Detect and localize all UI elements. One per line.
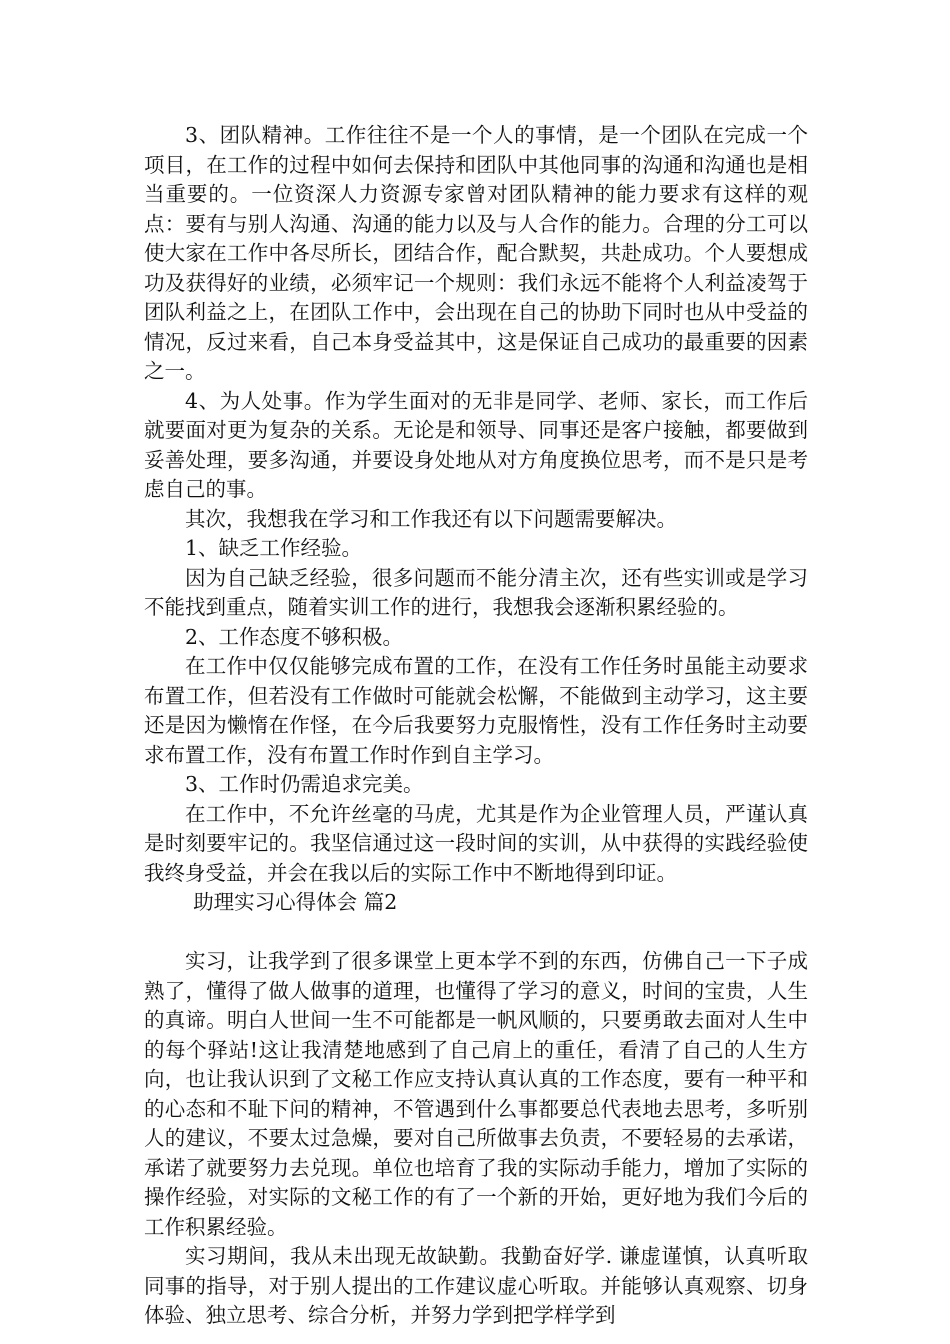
paragraph-item-3-title: 3、工作时仍需追求完美。 xyxy=(185,772,424,796)
paragraph-item-2-body: 在工作中仅仅能够完成布置的工作，在没有工作任务时虽能主动要求布置工作，但若没有工作做时可能就会松懈，不能做到主动学习，这主要还是因为懒惰在作怪，在今后我要努力克服惰性，没有工作任务时主动要求布置工作，没有布置工作时作到自主学习。 xyxy=(144,654,808,767)
paragraph-problems-intro: 其次，我想我在学习和工作我还有以下问题需要解决。 xyxy=(185,506,677,531)
paragraph-item-1-title: 1、缺乏工作经验。 xyxy=(185,536,363,560)
paragraph-internship-reflection: 实习，让我学到了很多课堂上更本学不到的东西，仿佛自己一下子成熟了，懂得了做人做事的道理，也懂得了学习的意义，时间的宝贵，人生的真谛。明白人世间一生不可能都是一帆风顺的，只要勇敢去面对人生中的每个驿站!这让我清楚地感到了自己肩上的重任，看清了自己的人生方向，也让我认识到了文秘工作应支持认真认真的工作态度，要有一种平和的心态和不耻下问的精神，不管遇到什么事都要总代表地去思考，多听别人的建议，不要太过急燥，要对自己所做事去负责，不要轻易的去承诺，承诺了就要努力去兑现。单位也培育了我的实际动手能力，增加了实际的操作经验，对实际的文秘工作的有了一个新的开始，更好地为我们今后的工作积累经验。 xyxy=(144,949,808,1239)
section-heading: 助理实习心得体会 篇2 xyxy=(193,890,398,914)
paragraph-item-2-title: 2、工作态度不够积极。 xyxy=(185,624,404,649)
paragraph-interpersonal: 4、为人处事。作为学生面对的无非是同学、老师、家长，而工作后就要面对更为复杂的关系。无论是和领导、同事还是客户接触，都要做到妥善处理，要多沟通，并要设身处地从对方角度换位思考，而不是只是考虑自己的事。 xyxy=(144,388,808,501)
paragraph-item-3-body: 在工作中，不允许丝毫的马虎，尤其是作为企业管理人员，严谨认真是时刻要牢记的。我坚信通过这一段时间的实训，从中获得的实践经验使我终身受益，并会在我以后的实际工作中不断地得到印证。 xyxy=(144,801,808,885)
paragraph-item-1-body: 因为自己缺乏经验，很多问题而不能分清主次，还有些实训或是学习不能找到重点，随着实训工作的进行，我想我会逐渐积累经验的。 xyxy=(144,565,808,619)
paragraph-internship-attendance: 实习期间，我从未出现无故缺勤。我勤奋好学. 谦虚谨慎，认真听取同事的指导，对于别人提出的工作建议虚心听取。并能够认真观察、切身体验、独立思考、综合分析，并努力学到把学样学到 xyxy=(144,1244,808,1327)
blank-line xyxy=(144,918,808,948)
document-body xyxy=(144,121,808,1331)
paragraph-team-spirit: 3、团队精神。工作往往不是一个人的事情，是一个团队在完成一个项目，在工作的过程中如何去保持和团队中其他同事的沟通和沟通也是相当重要的。一位资深人力资源专家曾对团队精神的能力要求有这样的观点：要有与别人沟通、沟通的能力以及与人合作的能力。合理的分工可以使大家在工作中各尽所长，团结合作，配合默契，共赴成功。个人要想成功及获得好的业绩，必须牢记一个规则：我们永远不能将个人利益凌驾于团队利益之上，在团队工作中，会出现在自己的协助下同时也从中受益的情况，反过来看，自己本身受益其中，这是保证自己成功的最重要的因素之一。 xyxy=(144,123,808,383)
